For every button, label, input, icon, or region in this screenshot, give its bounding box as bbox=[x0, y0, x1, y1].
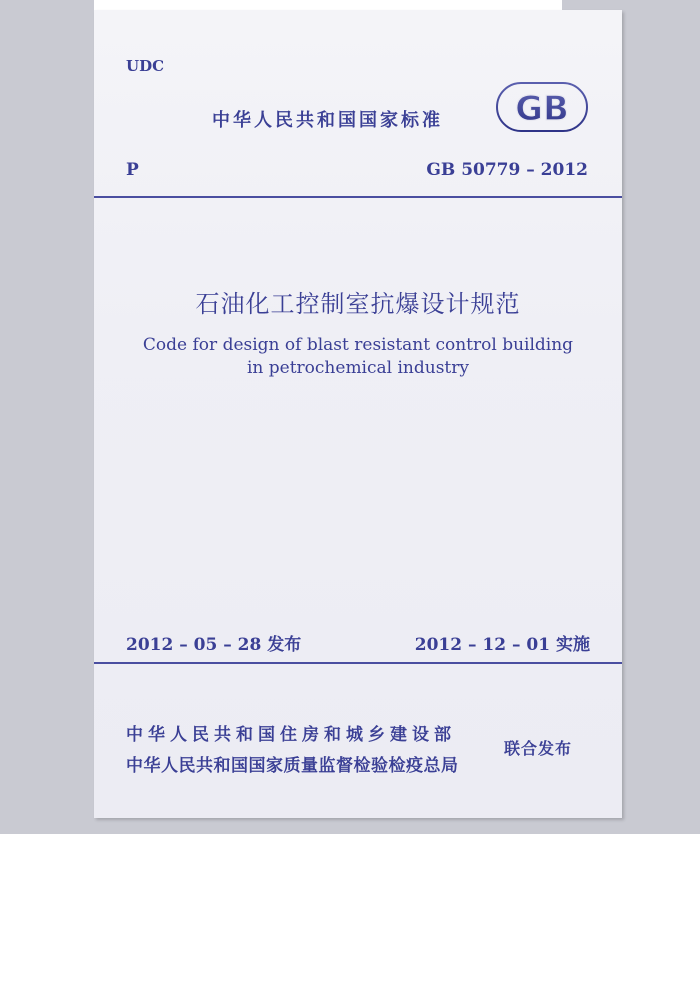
publisher-aqsiq: 中华人民共和国国家质量监督检验检疫总局 bbox=[126, 756, 459, 776]
classification-code: P bbox=[126, 160, 139, 180]
title-english-line-2: in petrochemical industry bbox=[246, 358, 469, 378]
standard-cover-page bbox=[94, 10, 622, 818]
title-chinese: 石油化工控制室抗爆设计规范 bbox=[195, 290, 521, 318]
svg-text:GB: GB bbox=[515, 89, 569, 129]
gb-logo-icon bbox=[496, 82, 588, 132]
divider-bottom bbox=[94, 662, 622, 664]
standard-category: 中华人民共和国国家标准 bbox=[212, 110, 443, 131]
standard-number: GB 50779 – 2012 bbox=[426, 160, 588, 180]
issue-date: 2012 – 05 – 28 发布 bbox=[126, 635, 302, 655]
udc-label: UDC bbox=[126, 57, 165, 75]
title-english bbox=[94, 334, 622, 380]
title-english-line-1: Code for design of blast resistant control building bbox=[142, 335, 574, 355]
divider-top bbox=[94, 196, 622, 198]
implementation-date: 2012 – 12 – 01 实施 bbox=[414, 635, 590, 655]
publisher-ministry-housing: 中华人民共和国住房和城乡建设部 bbox=[126, 725, 456, 745]
joint-release-label: 联合发布 bbox=[504, 739, 573, 758]
